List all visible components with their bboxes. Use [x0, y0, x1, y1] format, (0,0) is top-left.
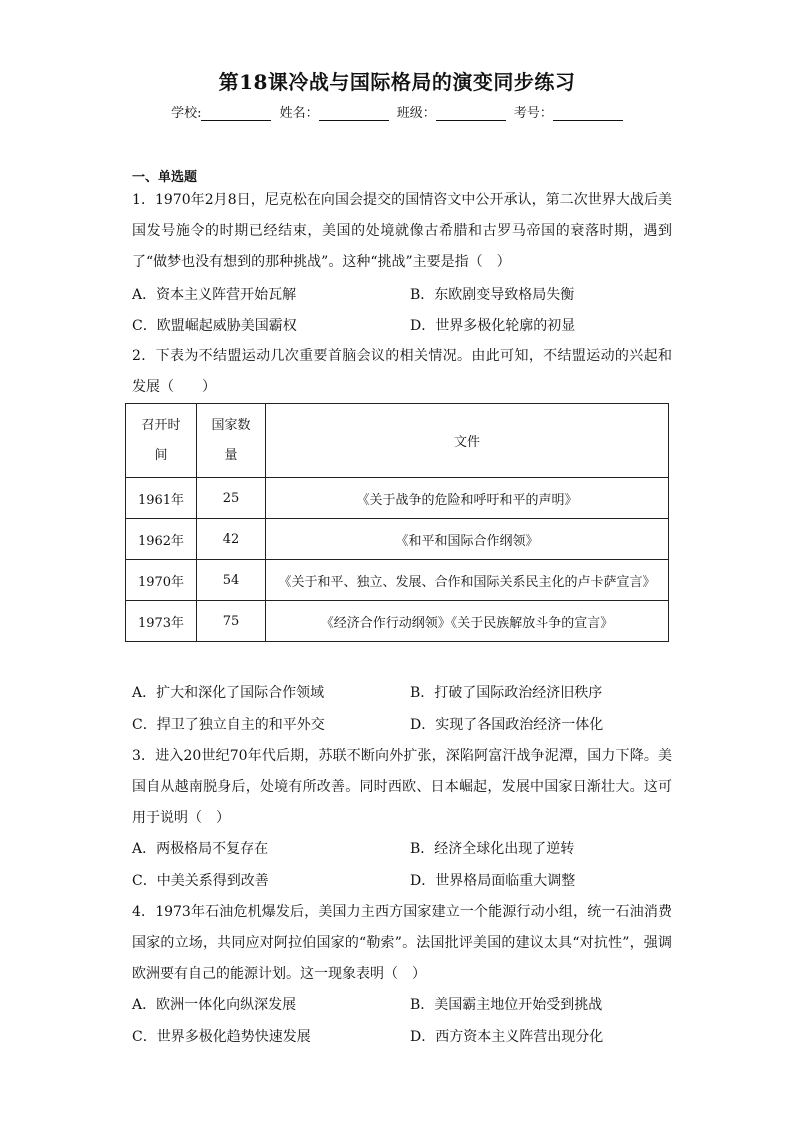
- header-document: 文件: [266, 404, 669, 478]
- question-4-stem: 4．1973年石油危机爆发后，美国力主西方国家建立一个能源行动小组，统一石油消费国家的立场，共同应对阿拉伯国家的“勒索”。法国批评美国的建议太具“对抗性”，强调欧洲要有自己的能源计划。这一现象表明（ ）: [132, 904, 672, 982]
- question-2-stem: 2．下表为不结盟运动几次重要首脑会议的相关情况。由此可知，不结盟运动的兴起和发展（ ）: [132, 348, 672, 395]
- cell-document: 《关于战争的危险和呼吁和平的声明》: [266, 478, 669, 519]
- question-4-option-a[interactable]: A．欧洲一体化向纵深发展: [132, 997, 297, 1013]
- question-1-stem: 1．1970年2月8日，尼克松在向国会提交的国情咨文中公开承认，第二次世界大战后美国发号施令的时期已经结束，美国的处境就像古希腊和古罗马帝国的衰落时期，遇到了“做梦也没有想到的那种挑战”。这种“挑战”主要是指（ ）: [132, 192, 672, 270]
- question-4-option-b[interactable]: B．美国霸主地位开始受到挑战: [410, 997, 603, 1013]
- exam-number-label: 考号：: [513, 106, 553, 121]
- header-country-count: 国家数 量: [197, 404, 266, 478]
- cell-document: 《经济合作行动纲领》《关于民族解放斗争的宣言》: [266, 601, 669, 642]
- class-blank[interactable]: [436, 108, 506, 121]
- cell-document: 《关于和平、独立、发展、合作和国际关系民主化的卢卡萨宣言》: [266, 560, 669, 601]
- section-heading: 一、单选题: [132, 170, 198, 185]
- table-row: [126, 519, 669, 560]
- question-3-option-a[interactable]: A．两极格局不复存在: [132, 841, 269, 857]
- name-blank[interactable]: [319, 108, 389, 121]
- school-label: 学校:: [171, 106, 202, 121]
- question-3-option-d[interactable]: D．世界格局面临重大调整: [410, 873, 576, 889]
- non-aligned-summit-table: [125, 403, 669, 642]
- question-2-option-d[interactable]: D．实现了各国政治经济一体化: [410, 717, 604, 733]
- cell-year: 1973年: [126, 601, 197, 642]
- question-3-option-c[interactable]: C．中美关系得到改善: [132, 873, 269, 889]
- page-title: 第18课冷战与国际格局的演变同步练习: [218, 70, 576, 94]
- exam-number-blank[interactable]: [553, 108, 623, 121]
- question-3-stem: 3．进入20世纪70年代后期，苏联不断向外扩张，深陷阿富汗战争泥潭，国力下降。美国自从越南脱身后，处境有所改善。同时西欧、日本崛起，发展中国家日渐壮大。这可用于说明（ ）: [132, 748, 672, 826]
- question-2-option-c[interactable]: C．捍卫了独立自主的和平外交: [132, 717, 325, 733]
- header-time: 召开时 间: [126, 404, 197, 478]
- cell-year: 1970年: [126, 560, 197, 601]
- cell-count: 54: [197, 560, 266, 601]
- table-row: [126, 560, 669, 601]
- cell-count: 75: [197, 601, 266, 642]
- question-1-option-c[interactable]: C．欧盟崛起威胁美国霸权: [132, 318, 297, 334]
- cell-count: 25: [197, 478, 266, 519]
- table-row: [126, 478, 669, 519]
- class-label: 班级：: [396, 106, 436, 121]
- question-1-option-a[interactable]: A．资本主义阵营开始瓦解: [132, 287, 297, 303]
- cell-count: 42: [197, 519, 266, 560]
- cell-year: 1962年: [126, 519, 197, 560]
- cell-document: 《和平和国际合作纲领》: [266, 519, 669, 560]
- question-2-option-b[interactable]: B．打破了国际政治经济旧秩序: [410, 685, 603, 701]
- question-3-option-b[interactable]: B．经济全球化出现了逆转: [410, 841, 575, 857]
- school-blank[interactable]: [201, 108, 271, 121]
- question-1-option-b[interactable]: B．东欧剧变导致格局失衡: [410, 287, 575, 303]
- table-header-row: [126, 404, 669, 478]
- cell-year: 1961年: [126, 478, 197, 519]
- question-4-option-d[interactable]: D．西方资本主义阵营出现分化: [410, 1029, 604, 1045]
- question-1-option-d[interactable]: D．世界多极化轮廓的初显: [410, 318, 576, 334]
- table-row: [126, 601, 669, 642]
- name-label: 姓名：: [279, 106, 319, 121]
- question-4-option-c[interactable]: C．世界多极化趋势快速发展: [132, 1029, 311, 1045]
- question-2-option-a[interactable]: A．扩大和深化了国际合作领域: [132, 685, 325, 701]
- student-info-line: [0, 102, 794, 121]
